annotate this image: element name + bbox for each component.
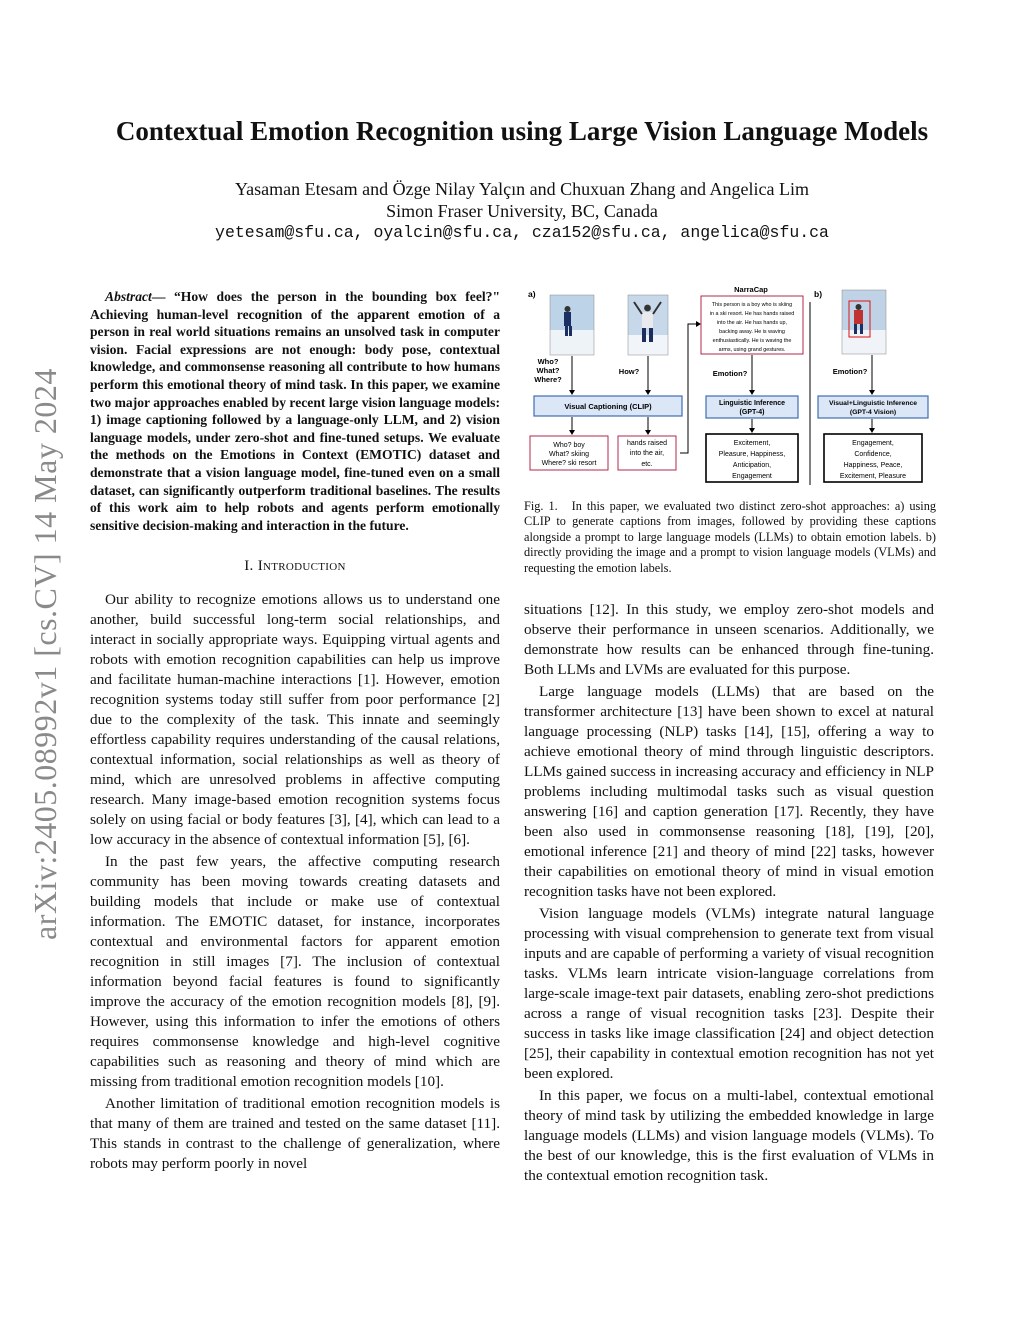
narracap-line: into the air. He has hands up, (716, 320, 788, 326)
author-emails: yetesam@sfu.ca, oyalcin@sfu.ca, cza152@sfu.ca, angelica@sfu.ca (215, 223, 829, 242)
affiliation: Simon Fraser University, BC, Canada (386, 201, 658, 221)
paragraph: In the past few years, the affective computing research community has been moving towards creating datasets and building models that include or make use of contextual information. The EMOTIC dataset, for instance, incorporates contextual and environmental factors for apparent emotion recognition in still images [7]. The inclusion of contextual information beyond facial features is found to significantly improve the accuracy of the emotion recognition models [8], [9]. However, using this information to infer the emotions of others requires commonsense knowledge and high-level cognitive capabilities such as reasoning and theory of mind which are missing from traditional emotion recognition models [10]. (90, 853, 500, 1091)
arxiv-side-stamp: arXiv:2405.08992v1 [cs.CV] 14 May 2024 (27, 368, 63, 940)
narracap-line: arms, using grand gestures. (718, 347, 786, 353)
paragraph: Our ability to recognize emotions allows us to understand one another, build successful long-term social relationships, and interact in socially appropriate ways. Equipping virtual agents and robots with emotion recognition capabilities can help us improve and facilitate human-machine interactions [1]. However, emotion recognition systems today still suffer from poor performance [2] due to the complexity of the task. This innate and seemingly effortless capability requires understanding of the causal relations, contextual information, social relationships as well as theory of mind, which are unresolved problems in affective computing research. Many image-based emotion recognition systems focus solely on using facial or body features [3], [4], which can lead to a low accuracy in the absence of contextual information [5], [6]. (90, 591, 500, 849)
gpt4v-output-line: Excitement, Pleasure (839, 473, 907, 480)
caption-label: Fig. 1. (524, 499, 558, 513)
emotion-question-b: Emotion? (832, 367, 868, 376)
gpt4-output-line: Anticipation, (732, 462, 772, 469)
caption-output-1-line: Who? boy (553, 442, 585, 449)
abstract (90, 288, 500, 534)
caption-output-2-line: into the air, (629, 450, 665, 457)
abstract-text: “How does the person in the bounding box feel?" Achieving human-level recognition of the apparent emotion of a person in real world situations remains an unsolved task in computer vision. Facial expressions are not enough: body pose, contextual knowledge, and commonsense reasoning all contribute to how humans perform this emotional theory of mind task. In this paper, we examine two major approaches enabled by recent large vision language models: 1) image captioning followed by a language-only LLM, and 2) vision language models, under zero-shot and fine-tuned setups. We evaluate the methods on the Emotions in Context (EMOTIC) dataset and demonstrate that a vision language model, fine-tuned even on a small dataset, can significantly outperform traditional baselines. The results of this work aim to help robots and agents perform emotionally sensitive decision-making and interaction in the future. (90, 289, 500, 533)
gpt4-output-line: Engagement (732, 473, 772, 480)
left-column (90, 288, 500, 1174)
caption-output-1-line: Where? ski resort (541, 460, 597, 467)
linguistic-inference-label: Linguistic Inference (718, 400, 786, 407)
ski-photo-1 (550, 295, 594, 355)
gpt4v-output-line: Confidence, (854, 451, 892, 458)
abstract-lead: Abstract (105, 289, 152, 304)
narracap-line: enthusiastically. He is waving the (712, 338, 792, 344)
paragraph: Large language models (LLMs) that are based on the transformer architecture [13] have been shown to excel at natural language processing (NLP) tasks [14], [15], offering a way to achieve emotional theory of mind through linguistic descriptors. LLMs gained success in increasing accuracy and efficiency in NLP problems including multimodal tasks such as visual question answering [16] and caption generation [17]. Recently, they have been also used in commonsense reasoning [18], [19], [20], emotional inference [21] and theory of mind [22] tasks, however their capabilities on emotional theory of mind in visual emotion recognition tasks have not been explored. (524, 683, 934, 900)
right-column (524, 600, 934, 1186)
question-how: How? (618, 367, 640, 376)
paper-title: Contextual Emotion Recognition using Large Vision Language Models (115, 116, 929, 146)
abstract-dash: — (151, 289, 174, 304)
section-number: I. (244, 558, 254, 575)
figure-1 (520, 280, 940, 490)
section-title: Introduction (257, 558, 346, 575)
paragraph: Vision language models (VLMs) integrate natural language processing with visual comprehension to generate text from visual inputs and are capable of performing a variety of visual recognition tasks. VLMs learn intricate vision-language correlations from large-scale image-text pair datasets, enabling zero-shot predictions across a range of visual recognition tasks [23]. Despite their success in tasks like image classification [24] and object detection [25], their capability in contextual emotion recognition has not yet been explored. (524, 905, 934, 1082)
question-where: Where? (534, 375, 562, 384)
question-what: What? (536, 366, 560, 375)
author-names: Yasaman Etesam and Özge Nilay Yalçın and Chuxuan Zhang and Angelica Lim (234, 179, 810, 199)
question-who: Who? (537, 357, 559, 366)
ski-photo-3 (842, 290, 886, 354)
caption-output-1-line: What? skiing (548, 451, 590, 458)
gpt4v-output-line: Happiness, Peace, (843, 462, 903, 469)
visual-captioning-label: Visual Captioning (CLIP) (564, 402, 652, 411)
caption-text: In this paper, we evaluated two distinct zero-shot approaches: a) using CLIP to generate captions from images, followed by providing these captions alongside a prompt to large language models (LLMs) to obtain emotion labels. b) directly providing the image and a prompt to vision language models (VLMs) and requesting the emotion labels. (524, 499, 936, 575)
narracap-line: This person is a boy who is skiing (711, 302, 793, 308)
paragraph: In this paper, we focus on a multi-label, contextual emotional theory of mind task by utilizing the embedded knowledge in large language models (LLMs) and vision language models (VLMs). To the best of our knowledge, this is the first evaluation of VLMs in the contextual emotion recognition task. (524, 1087, 934, 1184)
emotion-question-a: Emotion? (712, 369, 748, 378)
ski-photo-2 (628, 295, 668, 355)
caption-output-2-line: hands raised (626, 440, 668, 447)
gpt4-output-line: Excitement, (733, 440, 771, 447)
linguistic-inference-label: (GPT-4) (739, 409, 765, 416)
paragraph: Another limitation of traditional emotion recognition models is that many of them are trained and tested on the same dataset [11]. This stands in contrast to the challenge of generalization, where robots may perform poorly in novel (90, 1095, 500, 1173)
narracap-line: in a ski resort. He has hands raised (709, 311, 795, 317)
visual-linguistic-label: Visual+Linguistic Inference (828, 400, 918, 407)
paragraph: situations [12]. In this study, we employ zero-shot models and observe their performance in unseen scenarios. Additionally, we demonstrate how results can be enhanced through fine-tuning. Both LLMs and LVMs are evaluated for this purpose. (524, 601, 934, 678)
panel-a-label: a) (528, 289, 536, 299)
gpt4v-output-line: Engagement, (852, 440, 894, 447)
caption-output-2-line: etc. (641, 461, 653, 468)
visual-linguistic-label: (GPT-4 Vision) (849, 409, 897, 416)
author-block (60, 178, 984, 244)
panel-b-label: b) (814, 289, 823, 299)
figure-caption (524, 499, 936, 576)
section-heading (90, 556, 500, 576)
narracap-title: NarraCap (734, 285, 768, 294)
narracap-line: backing away. He is waving (719, 329, 785, 335)
gpt4-output-line: Pleasure, Happiness, (718, 451, 786, 458)
